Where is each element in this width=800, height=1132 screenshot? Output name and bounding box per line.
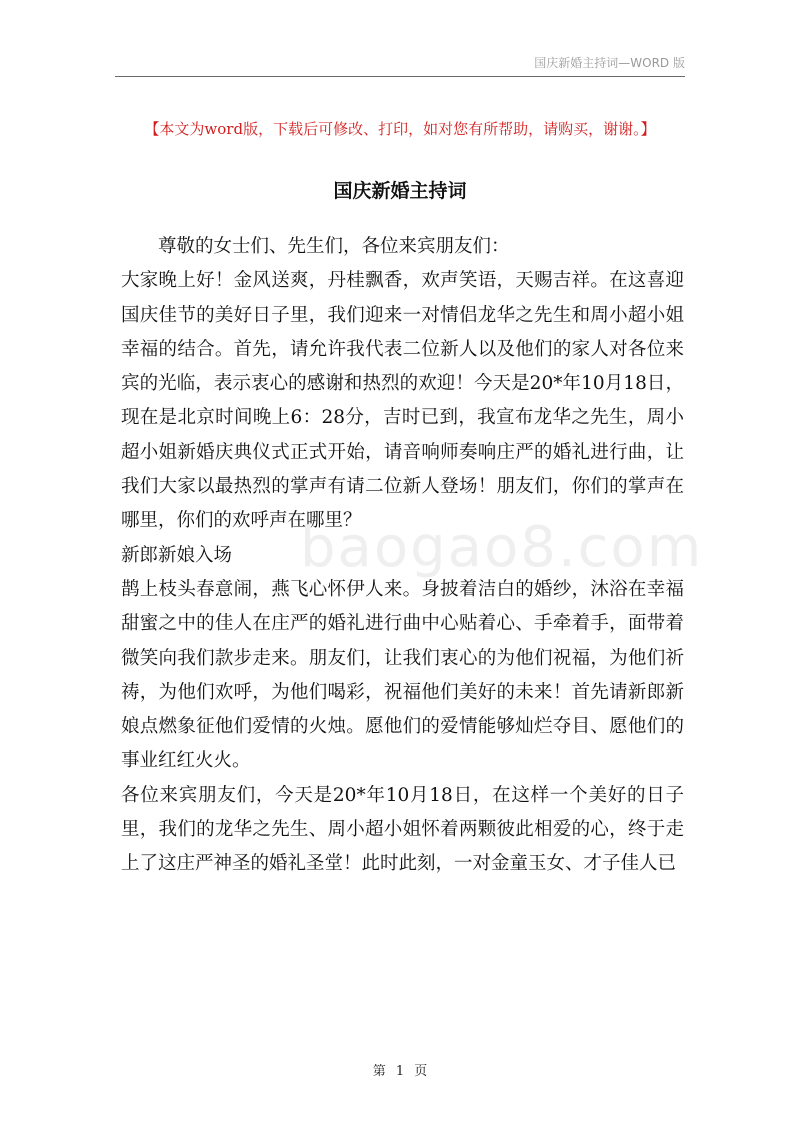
header-divider bbox=[115, 76, 685, 77]
paragraph-opening: 大家晚上好！金风送爽，丹桂飘香，欢声笑语，天赐吉祥。在这喜迎国庆佳节的美好日子里，我们迎来一对情侣龙华之先生和周小超小姐幸福的结合。首先，请允许我代表二位新人以及他们的家人对各位来宾的光临，表示衷心的感谢和热烈的欢迎！今天是20*年10月18日，现在是北京时间晚上6：28分，吉时已到，我宣布龙华之先生，周小超小姐新婚庆典仪式正式开始，请音响师奏响庄严的婚礼进行曲，让我们大家以最热烈的掌声有请二位新人登场！朋友们，你们的掌声在哪里，你们的欢呼声在哪里？ bbox=[121, 270, 684, 532]
document-body bbox=[121, 230, 684, 882]
header-title: 国庆新婚主持词—WORD 版 bbox=[534, 56, 685, 70]
purchase-notice: 【本文为word版，下载后可修改、打印，如对您有所帮助，请购买，谢谢。】 bbox=[144, 120, 656, 138]
footer-suffix: 页 bbox=[414, 1064, 428, 1079]
page-footer bbox=[0, 1060, 800, 1079]
document-title: 国庆新婚主持词 bbox=[333, 180, 467, 202]
paragraph-guests: 各位来宾朋友们，今天是20*年10月18日，在这样一个美好的日子里，我们的龙华之先生、周小超小姐怀着两颗彼此相爱的心，终于走上了这庄严神圣的婚礼圣堂！此时此刻，一对金童玉女、才子佳人已 bbox=[121, 784, 684, 875]
paragraph-entrance: 鹊上枝头春意闹，燕飞心怀伊人来。身披着洁白的婚纱，沐浴在幸福甜蜜之中的佳人在庄严的婚礼进行曲中心贴着心、手牵着手，面带着微笑向我们款步走来。朋友们，让我们衷心的为他们祝福，为他们祈祷，为他们欢呼，为他们喝彩，祝福他们美好的未来！首先请新郎新娘点燃象征他们爱情的火烛。愿他们的爱情能够灿烂夺目、愿他们的事业红红火火。 bbox=[121, 578, 684, 772]
paragraph-salutation: 尊敬的女士们、先生们，各位来宾朋友们： bbox=[158, 236, 510, 257]
page-number: 1 bbox=[395, 1064, 405, 1079]
footer-prefix: 第 bbox=[372, 1064, 386, 1079]
paragraph-section-heading: 新郎新娘入场 bbox=[121, 544, 233, 566]
watermark: baogao8.com bbox=[300, 515, 704, 580]
